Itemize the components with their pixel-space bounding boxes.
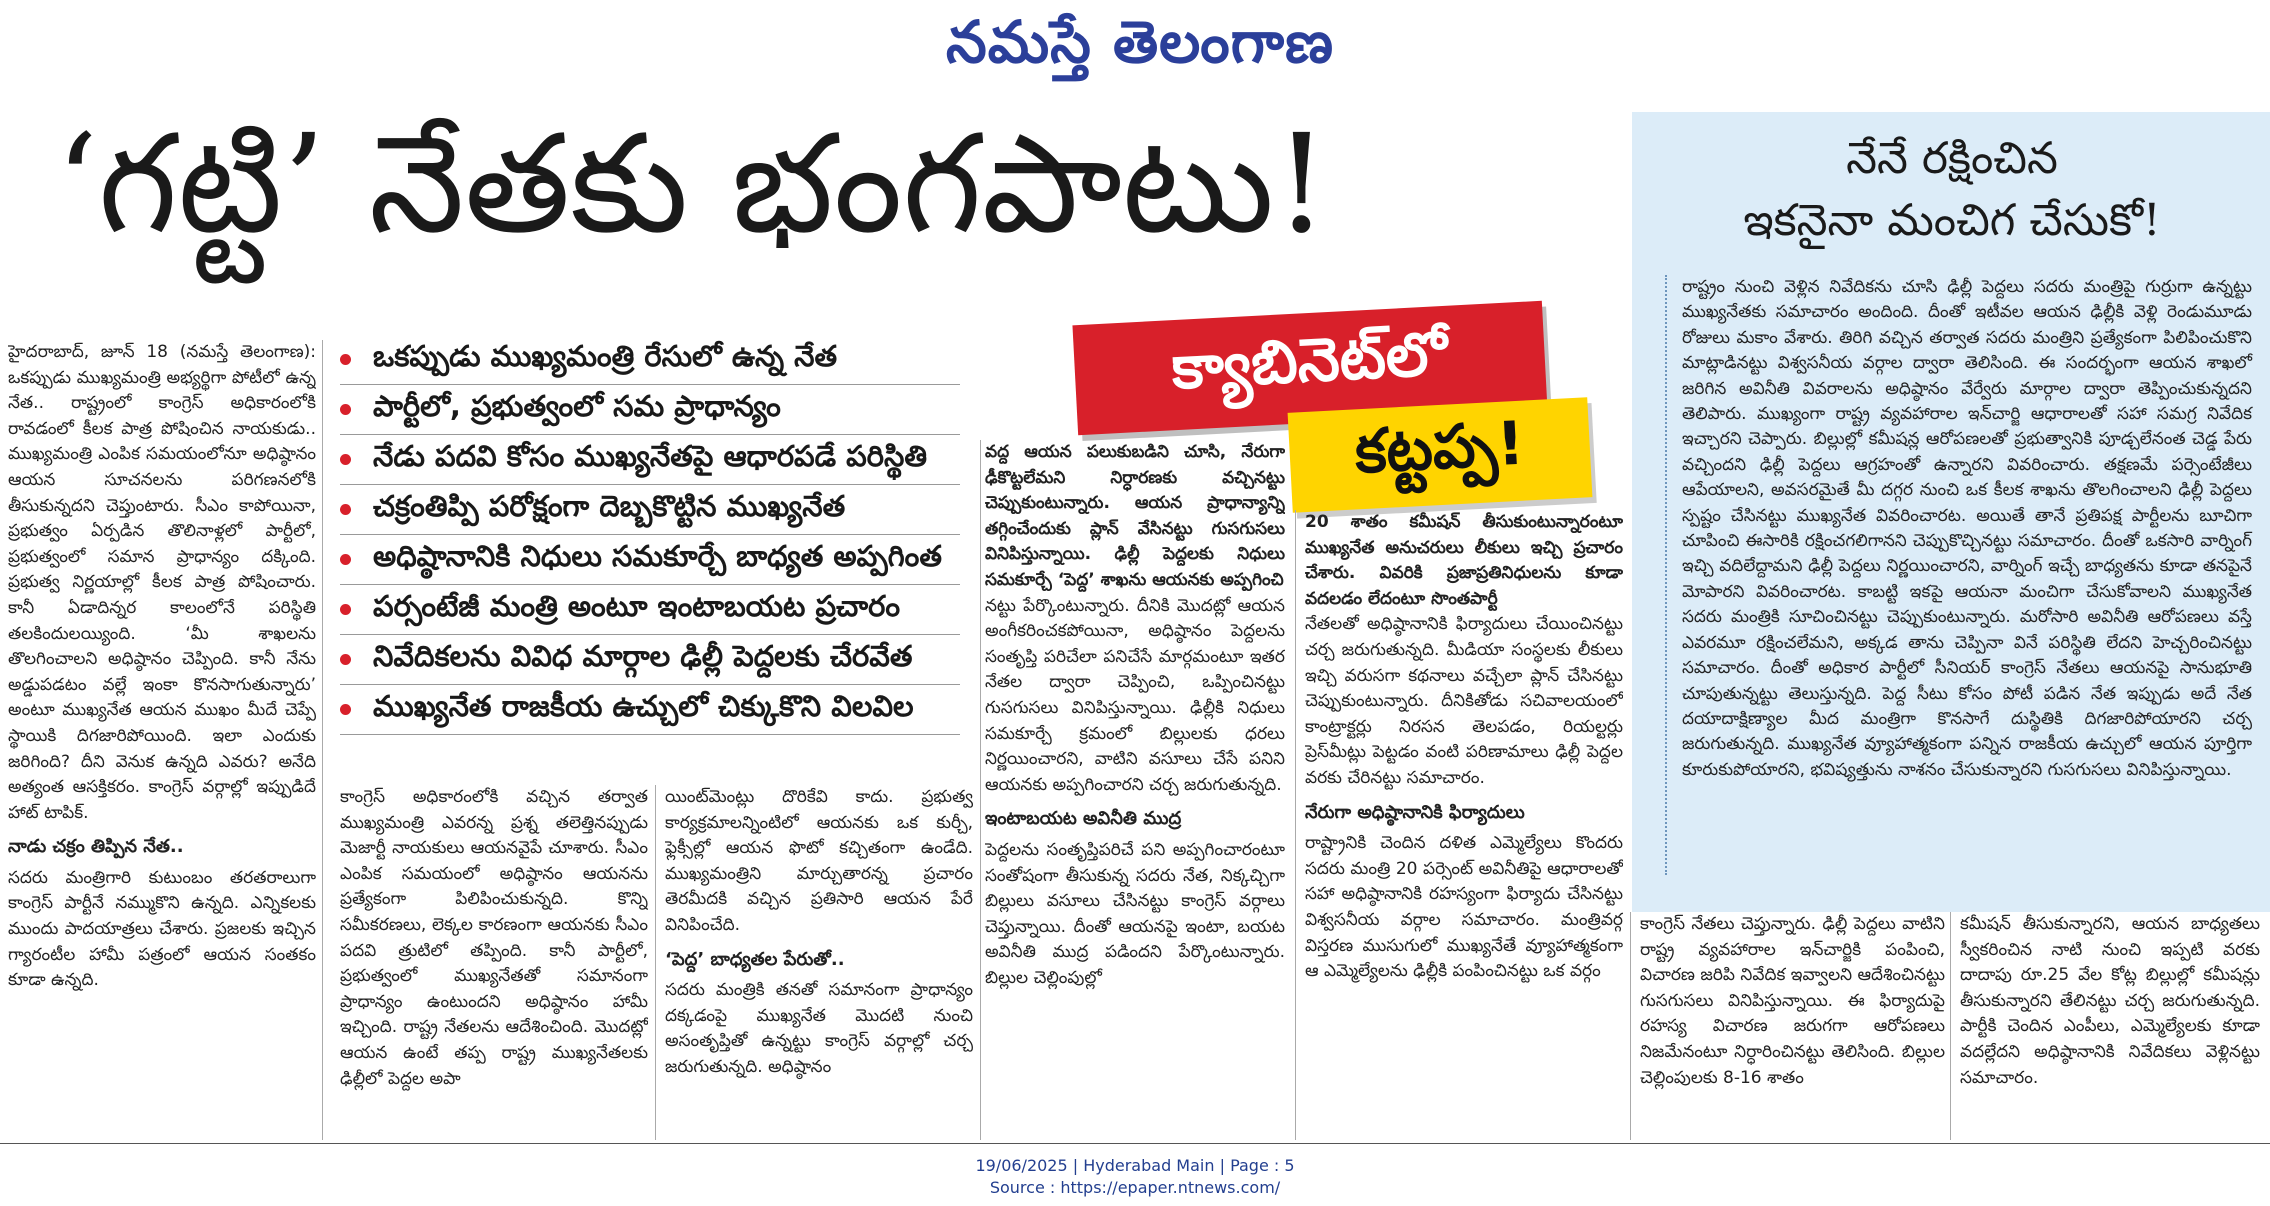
bullet-item: అధిష్ఠానానికి నిధులు సమకూర్చే బాధ్యత అప్పగింత <box>340 535 960 585</box>
article-column-4 <box>985 440 1285 1140</box>
bullet-item: నేడు పదవి కోసం ముఖ్యనేతపై ఆధారపడే పరిస్థితి <box>340 435 960 485</box>
column-text: సదరు మంత్రిగారి కుటుంబం తరతరాలుగా కాంగ్రెస్ పార్టీనే నమ్ముకొని ఉన్నది. ఎన్నికలకు ముందు పాదయాత్రలు చేశారు. ప్రజలకు ఇచ్చిన గ్యారంటీల హామీ పత్రంలో ఆయన సంతకం కూడా ఉన్నది. <box>8 867 316 991</box>
bullet-item: పర్సంటేజీ మంత్రి అంటూ ఇంటాబయట ప్రచారం <box>340 585 960 635</box>
footer-source-line: Source : https://epaper.ntnews.com/ <box>989 1178 1281 1197</box>
column-lead: 20 శాతం కమీషన్ తీసుకుంటున్నారంటూ ముఖ్యనేత అనుచరులు లీకులు ఇచ్చి ప్రచారం చేశారు. వివరికి ప్రజాప్రతినిధులను కూడా వదలడం లేదంటూ సొంతపార్టీ <box>1305 512 1623 609</box>
bullet-dot-icon <box>340 604 351 615</box>
article-column-3 <box>665 785 973 1140</box>
subheading: నాడు చక్రం తిప్పిన నేత.. <box>8 836 184 858</box>
column-lead: వద్ద ఆయన పలుకుబడిని చూసి, నేరుగా ఢీకొట్టలేమని నిర్ధారణకు వచ్చినట్టు చెప్పుకుంటున్నారు. ఆయన ప్రాధాన్యాన్ని తగ్గించేందుకు ప్లాన్ వేసినట్టు గుసగుసలు వినిపిస్తున్నాయి. ఢిల్లీ పెద్దలకు నిధులు సమకూర్చే ‘పెద్ద’ శాఖను ఆయనకు అప్పగించి <box>985 442 1285 590</box>
column-text: కాంగ్రెస్ నేతలు చెప్తున్నారు. ఢిల్లీ పెద్దలు వాటిని రాష్ట్ర వ్యవహారాల ఇన్‌చార్జికి పంపించి, విచారణ జరిపి నివేదిక ఇవ్వాలని ఆదేశించినట్టు గుసగుసలు వినిపిస్తున్నాయి. ఈ ఫిర్యాదుపై రహస్య విచారణ జరుగగా ఆరోపణలు నిజమేనంటూ నిర్ధారించినట్టు తెలిసింది. బిల్లుల చెల్లింపులకు 8-16 శాతం <box>1640 914 1945 1088</box>
subheading: ‘పెద్ద’ బాధ్యతల పేరుతో.. <box>665 948 845 970</box>
bullet-dot-icon <box>340 704 351 715</box>
subheading: ఇంటాబయట అవినీతి ముద్ర <box>985 808 1182 830</box>
page-footer <box>0 1155 2270 1199</box>
bullet-list <box>340 335 960 735</box>
masthead-logo: నమస్తే తెలంగాణ <box>946 8 1334 76</box>
sidebar-title-line1: నేనే రక్షించిన <box>1846 133 2058 184</box>
column-text: హైదరాబాద్, జూన్ 18 (నమస్తే తెలంగాణ): ఒకప్పుడు ముఖ్యమంత్రి అభ్యర్థిగా పోటీలో ఉన్న నేత.. రాష్ట్రంలో కాంగ్రెస్ అధికారంలోకి రావడంలో కీలక పాత్ర పోషించిన నాయకుడు.. ముఖ్యమంత్రి ఎంపిక సమయంలోనూ అధిష్ఠానం ఆయన సూచనలను పరిగణనలోకి తీసుకున్నదని చెప్తుంటారు. సీఎం కాపోయినా, ప్రభుత్వం ఏర్పడిన తొలినాళ్లలో పార్టీలో, ప్రభుత్వంలో సమాన ప్రాధాన్యం దక్కింది. ప్రభుత్వ నిర్ణయాల్లో కీలక పాత్ర పోషించారు. కానీ ఏడాదిన్నర కాలంలోనే పరిస్థితి తలకిందులయ్యింది. ‘మీ శాఖలను తొలగించాలని అధిష్ఠానం చెప్పింది. కానీ నేను అడ్డుపడటం వల్లే ఇంకా కొనసాగుతున్నారు’ అంటూ ముఖ్యనేత ఆయన ముఖం మీదే చెప్పే స్థాయికి దిగజారిపోయింది. ఇలా ఎందుకు జరిగింది? దీని వెనుక ఉన్నది ఎవరు? అనేది అత్యంత ఆసక్తికరం. కాంగ్రెస్ వర్గాల్లో ఇప్పుడిదే హాట్ టాపిక్. <box>8 342 316 823</box>
headline: ‘గట్టి’ నేతకు భంగపాటు! <box>55 106 1329 264</box>
bullet-dot-icon <box>340 454 351 465</box>
column-text: నేతలతో అధిష్ఠానానికి ఫిర్యాదులు చేయించినట్టు చర్చ జరుగుతున్నది. మీడియా సంస్థలకు లీకులు ఇచ్చి వరుసగా కథనాలు వచ్చేలా ప్లాన్ చేసినట్టు చెప్పుకుంటున్నారు. దీనికితోడు సచివాలయంలో కాంట్రాక్టర్లు నిరసన తెలపడం, రియల్టర్లు ప్రెస్‌మీట్లు పెట్టడం వంటి పరిణామాలు ఢిల్లీ పెద్దల వరకు చేరినట్టు సమాచారం. <box>1305 614 1623 788</box>
column-text: కాంగ్రెస్ అధికారంలోకి వచ్చిన తర్వాత ముఖ్యమంత్రి ఎవరన్న ప్రశ్న తలెత్తినప్పుడు మెజార్టీ నాయకులు ఆయనవైపే చూశారు. సీఎం ఎంపిక సమయంలో అధిష్ఠానం ఆయనను ప్రత్యేకంగా పిలిపించుకున్నది. కొన్ని సమీకరణలు, లెక్కల కారణంగా ఆయనకు సీఎం పదవి త్రుటిలో తప్పింది. కానీ పార్టీలో, ప్రభుత్వంలో ముఖ్యనేతతో సమానంగా ప్రాధాన్యం ఉంటుందని అధిష్ఠానం హామీ ఇచ్చింది. రాష్ట్ర నేతలను ఆదేశించింది. మొదట్లో ఆయన ఉంటే తప్ప రాష్ట్ర ముఖ్యనేతలకు ఢిల్లీలో పెద్దల అపా <box>340 787 648 1089</box>
bullet-item: పార్టీలో, ప్రభుత్వంలో సమ ప్రాధాన్యం <box>340 385 960 435</box>
column-text: రాష్ట్రానికి చెందిన దళిత ఎమ్మెల్యేలు కొందరు సదరు మంత్రి 20 పర్సెంట్ అవినీతిపై ఆధారాలతో సహా అధిష్ఠానానికి రహస్యంగా ఫిర్యాదు చేసినట్టు విశ్వసనీయ వర్గాల సమాచారం. మంత్రివర్గ విస్తరణ ముసుగులో ముఖ్యనేతే వ్యూహాత్మకంగా ఆ ఎమ్మెల్యేలను ఢిల్లీకి పంపించినట్టు ఒక వర్గం <box>1305 833 1623 982</box>
article-column-2 <box>340 785 648 1140</box>
bullet-item: ముఖ్యనేత రాజకీయ ఉచ్చులో చిక్కుకొని విలవిల <box>340 685 960 735</box>
column-text: నట్టు పేర్కొంటున్నారు. దీనికి మొదట్లో ఆయన అంగీకరించకపోయినా, అధిష్ఠానం పెద్దలను సంతృప్తి పరిచేలా పనిచేసే మార్గమంటూ ఇతర నేతల ద్వారా చెప్పించి, ఒప్పించినట్టు గుసగుసలు వినిపిస్తున్నాయి. ఢిల్లీకి నిధులు సమకూర్చే క్రమంలో బిల్లులకు ధరలు నిర్ణయించారని, వాటిని వసూలు చేసే పనిని ఆయనకు అప్పగించారని చర్చ జరుగుతున్నది. <box>985 595 1285 795</box>
footer-date-line: 19/06/2025 | Hyderabad Main | Page : 5 <box>975 1156 1295 1175</box>
article-column-5 <box>1305 510 1623 1140</box>
bullet-dot-icon <box>340 654 351 665</box>
bullet-item: నివేదికలను వివిధ మార్గాల ఢిల్లీ పెద్దలకు చేరవేత <box>340 635 960 685</box>
sidebar-body: రాష్ట్రం నుంచి వెళ్లిన నివేదికను చూసి ఢిల్లీ పెద్దలు సదరు మంత్రిపై గుర్రుగా ఉన్నట్టు ముఖ్యనేతకు సమాచారం అందింది. దీంతో ఇటీవల ఆయన ఢిల్లీకి వెళ్లి రెండుమూడు రోజులు మకాం వేశారు. తిరిగి వచ్చిన తర్వాత సదరు మంత్రిని ప్రత్యేకంగా పిలిపించుకొని మాట్లాడినట్టు విశ్వసనీయ వర్గాల ద్వారా తెలిసింది. ఈ సందర్భంగా ఆయన శాఖలో జరిగిన అవినీతి వివరాలను అధిష్ఠానం వేర్వేరు మార్గాల ద్వారా తెప్పించుకున్నదని తెలిపారు. ముఖ్యంగా రాష్ట్ర వ్యవహారాల ఇన్‌చార్జి ఆధారాలతో సహా సమగ్ర నివేదిక ఇచ్చారని చెప్పారు. బిల్లుల్లో కమీషన్ల ఆరోపణలతో ప్రభుత్వానికి పూడ్చలేనంత చెడ్డ పేరు వచ్చిందని ఢిల్లీ పెద్దలు ఆగ్రహంతో ఉన్నారని వివరించారు. తక్షణమే పర్సెంటేజీలు ఆపేయాలని, అవసరమైతే మీ దగ్గర నుంచి ఒక కీలక శాఖను తొలగించాలని ఢిల్లీ పెద్దలు స్పష్టం చేసినట్టు ముఖ్యనేత వివరించారట. అయితే తానే ప్రతిపక్ష పార్టీలను బూచిగా చూపించి ఈసారికి రక్షించగలిగానని చెప్పుకొచ్చినట్టు సమాచారం. దీంతో ఒకసారి వార్నింగ్ ఇచ్చి వదిలేద్దామని ఢిల్లీ పెద్దలు నిర్ణయించారని, వార్నింగ్ ఇచ్చే బాధ్యతను కూడా తనపైనే మోపారని వివరించారట. కాబట్టి ఇకపై ఆయనా మంచిగా చేసుకోవాలని ముఖ్యనేత సదరు మంత్రికి సూచించినట్టు చెప్పుకుంటున్నారు. మరోసారి అవినీతి ఆరోపణలు వస్తే ఎవరమూ రక్షించలేమని, అక్కడ తాను చెప్పినా వినే పరిస్థితి లేదని హెచ్చరించినట్టు సమాచారం. దీంతో అధికార పార్టీలో సీనియర్ కాంగ్రెస్ నేతలు ఆయనపై సానుభూతి చూపుతున్నట్టు తెలుస్తున్నది. పెద్ద సీటు కోసం పోటీ పడిన నేత ఇప్పుడు అదే నేత దయాదాక్షిణ్యాల మీద మంత్రిగా కొనసాగే దుస్థితికి దిగజారిపోయారని చర్చ జరుగుతున్నది. ముఖ్యనేత వ్యూహాత్మకంగా పన్నిన రాజకీయ ఉచ్చులో ఆయన పూర్తిగా కూరుకుపోయారని, భవిష్యత్తును నాశనం చేసుకున్నారని గుసగుసలు వినిపిస్తున్నాయి. <box>1682 277 2252 780</box>
article-column-7 <box>1960 912 2260 1140</box>
kicker-line1: క్యాబినెట్‌లో <box>1170 318 1450 404</box>
column-text: సదరు మంత్రికి తనతో సమానంగా ప్రాధాన్యం దక్కడంపై ముఖ్యనేత మొదటి నుంచి అసంతృప్తితో ఉన్నట్టు కాంగ్రెస్ వర్గాల్లో చర్చ జరుగుతున్నది. అధిష్ఠానం <box>665 980 973 1077</box>
kicker-line2: కట్టప్ప! <box>1353 408 1527 488</box>
bullet-item: ఒకప్పుడు ముఖ్యమంత్రి రేసులో ఉన్న నేత <box>340 335 960 385</box>
column-text: కమీషన్ తీసుకున్నారని, ఆయన బాధ్యతలు స్వీకరించిన నాటి నుంచి ఇప్పటి వరకు దాదాపు రూ.25 వేల కోట్ల బిల్లుల్లో కమీషన్లు తీసుకున్నారని తేలినట్టు చర్చ జరుగుతున్నది. పార్టీకి చెందిన ఎంపీలు, ఎమ్మెల్యేలకు కూడా వదల్లేదని అధిష్ఠానానికి నివేదికలు వెళ్లినట్టు సమాచారం. <box>1960 914 2260 1088</box>
bullet-item: చక్రంతిప్పి పరోక్షంగా దెబ్బకొట్టిన ముఖ్యనేత <box>340 485 960 535</box>
sidebar-title <box>1632 128 2270 252</box>
bullet-dot-icon <box>340 404 351 415</box>
sidebar-title-line2: ఇకనైనా మంచిగ చేసుకో! <box>1743 195 2161 246</box>
kicker-yellow-banner <box>1288 397 1593 513</box>
column-text: పెద్దలను సంతృప్తిపరిచే పని అప్పగించారంటూ సంతోషంగా తీసుకున్న సదరు నేత, నిక్కచ్చిగా బిల్లులు వసూలు చేసినట్టు కాంగ్రెస్ వర్గాలు చెప్తున్నాయి. దీంతో ఆయనపై ఇంటా, బయట అవినీతి ముద్ర పడిందని పేర్కొంటున్నారు. బిల్లుల చెల్లింపుల్లో <box>985 839 1285 988</box>
bullet-dot-icon <box>340 504 351 515</box>
article-column-6 <box>1640 912 1945 1140</box>
bullet-dot-icon <box>340 554 351 565</box>
column-text: యింట్‌మెంట్లు దొరికేవి కాదు. ప్రభుత్వ కార్యక్రమాలన్నింటిలో ఆయనకు ఒక కుర్చీ, ఫ్లెక్సీల్లో ఆయన ఫొటో కచ్చితంగా ఉండేది. ముఖ్యమంత్రిని మార్చుతారన్న ప్రచారం తెరమీదకి వచ్చిన ప్రతిసారి ఆయన పేరే వినిపించేది. <box>665 787 973 935</box>
subheading: నేరుగా అధిష్ఠానానికి ఫిర్యాదులు <box>1305 801 1525 823</box>
bullet-dot-icon <box>340 354 351 365</box>
article-column-1 <box>8 340 316 1140</box>
